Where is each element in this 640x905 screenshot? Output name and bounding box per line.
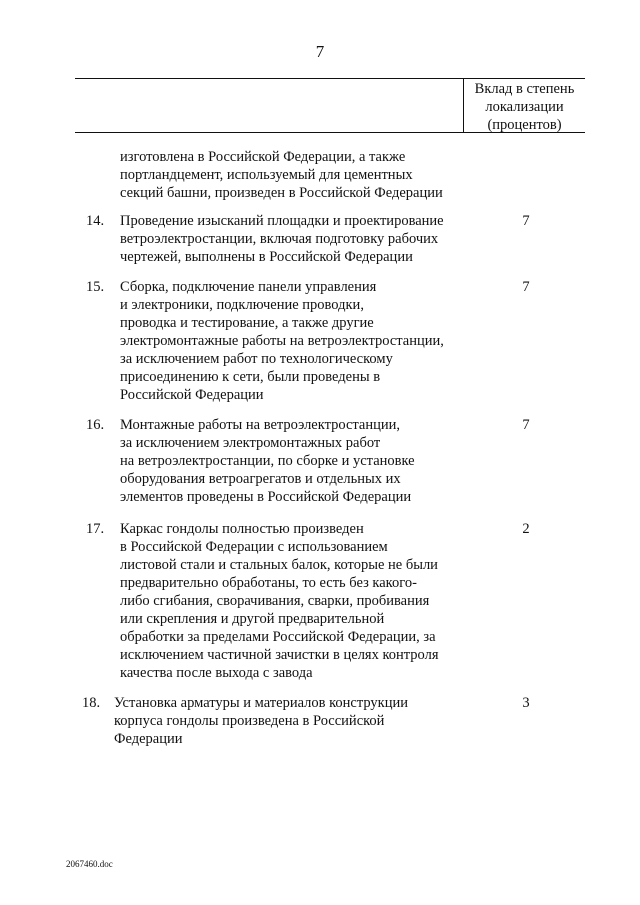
item-value: 3: [522, 695, 530, 711]
item-number: 18.: [82, 695, 101, 711]
item-description: Каркас гондолы полностью произведен в Российской Федерации с использованием листовой стали и стальных балок, которые не были предварительно обработаны, то есть без какого- либо сгибания, сворачивания, сварки, пробивания или скрепления и другой предварительной обработки за пределами Российской Федерации, за исключением частичной зачистки в целях контроля качества после выхода с завода: [120, 521, 439, 681]
item-value: 7: [522, 213, 530, 229]
column-header-localization: Вклад в степень локализации (процентов): [474, 81, 575, 133]
item-value: 7: [522, 417, 530, 433]
page-number: 7: [315, 42, 325, 61]
item-description: Установка арматуры и материалов конструкции корпуса гондолы произведена в Российской Федерации: [114, 695, 408, 747]
item-number: 14.: [86, 213, 105, 229]
table-header-bottom-rule: [75, 132, 585, 133]
table-top-rule: [75, 78, 585, 79]
item-description: Проведение изысканий площадки и проектирование ветроэлектростанции, включая подготовку рабочих чертежей, выполнены в Российской Федерации: [120, 213, 444, 265]
item-value: 7: [522, 279, 530, 295]
item-description: Монтажные работы на ветроэлектростанции, за исключением электромонтажных работ на ветроэлектростанции, по сборке и установке оборудования ветроагрегатов и отдельных их элементов проведены в Российской Федерации: [120, 417, 415, 505]
item-number: 15.: [86, 279, 105, 295]
item-value: 2: [522, 521, 530, 537]
continuation-text: изготовлена в Российской Федерации, а также портландцемент, используемый для цементных секций башни, произведен в Российской Федерации: [120, 149, 443, 201]
document-id-footer: 2067460.doc: [66, 859, 113, 869]
item-number: 16.: [86, 417, 105, 433]
item-description: Сборка, подключение панели управления и электроники, подключение проводки, проводка и тестирование, а также другие электромонтажные работы на ветроэлектростанции, за исключением работ по технологическому присоединению к сети, были проведены в Российской Федерации: [120, 279, 444, 403]
item-number: 17.: [86, 521, 105, 537]
